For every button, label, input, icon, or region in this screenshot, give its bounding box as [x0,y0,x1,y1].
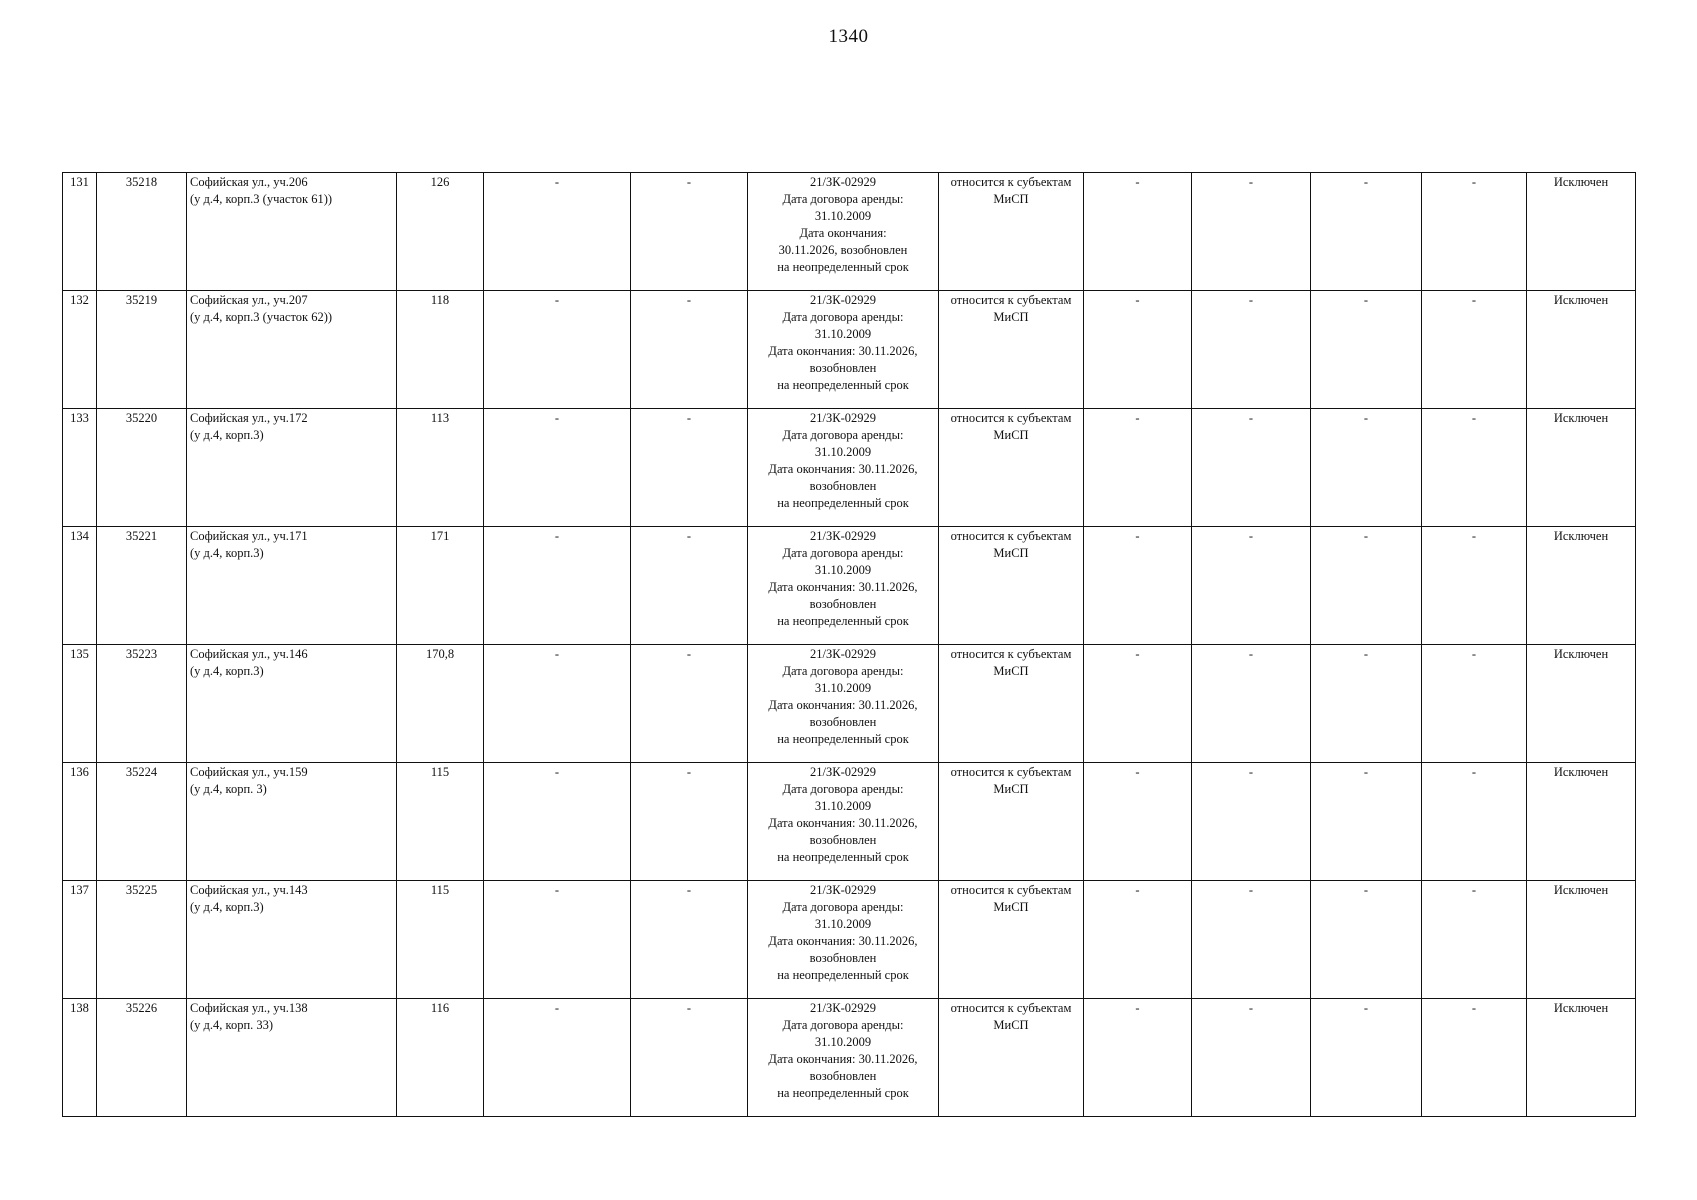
contract-cell-line: Дата договора аренды: [782,192,904,206]
msp-cell [939,409,1084,527]
msp-cell [939,645,1084,763]
address-cell [187,881,397,999]
contract-cell-line: на неопределенный срок [777,968,909,982]
empty-value-cell: - [1311,173,1422,291]
address-cell-line: (у д.4, корп.3) [190,546,264,560]
contract-cell-line: на неопределенный срок [777,732,909,746]
empty-value-cell: - [484,881,631,999]
row-number-cell: 136 [63,763,97,881]
contract-cell-line: 31.10.2009 [814,563,872,577]
contract-cell-line: Дата окончания: 30.11.2026, [768,816,918,830]
contract-cell-line: Дата договора аренды: [782,546,904,560]
contract-cell-line: Дата договора аренды: [782,664,904,678]
status-cell: Исключен [1527,999,1636,1117]
empty-value-cell: - [1084,173,1192,291]
table-row [63,527,1636,645]
table-row [63,409,1636,527]
msp-cell [939,173,1084,291]
msp-cell-line: относится к субъектам [950,1001,1072,1015]
empty-value-cell: - [631,409,748,527]
empty-value-cell: - [1422,763,1527,881]
area-cell: 118 [397,291,484,409]
empty-value-cell: - [1084,999,1192,1117]
empty-value-cell: - [1192,645,1311,763]
status-cell: Исключен [1527,527,1636,645]
contract-cell [748,527,939,645]
contract-cell-line: на неопределенный срок [777,260,909,274]
empty-value-cell: - [1311,881,1422,999]
empty-value-cell: - [1422,881,1527,999]
contract-cell-line: 21/ЗК-02929 [810,411,876,425]
contract-cell-line: 21/ЗК-02929 [810,1001,876,1015]
empty-value-cell: - [484,527,631,645]
area-cell: 126 [397,173,484,291]
contract-cell-line: Дата договора аренды: [782,1018,904,1032]
address-cell-line: Софийская ул., уч.138 [190,1001,308,1015]
contract-cell [748,645,939,763]
empty-value-cell: - [484,999,631,1117]
area-cell: 115 [397,881,484,999]
msp-cell-line: относится к субъектам [950,765,1072,779]
empty-value-cell: - [631,527,748,645]
contract-cell [748,409,939,527]
empty-value-cell: - [484,173,631,291]
empty-value-cell: - [1192,999,1311,1117]
address-cell-line: Софийская ул., уч.146 [190,647,308,661]
msp-cell-line: МиСП [993,192,1029,206]
contract-cell-line: возобновлен [809,361,877,375]
status-cell: Исключен [1527,409,1636,527]
empty-value-cell: - [1192,173,1311,291]
empty-value-cell: - [484,409,631,527]
address-cell-line: Софийская ул., уч.206 [190,175,308,189]
area-cell: 171 [397,527,484,645]
row-number-cell: 133 [63,409,97,527]
empty-value-cell: - [1311,999,1422,1117]
empty-value-cell: - [1422,409,1527,527]
area-cell: 115 [397,763,484,881]
msp-cell-line: МиСП [993,428,1029,442]
contract-cell-line: Дата окончания: 30.11.2026, [768,934,918,948]
table-row [63,645,1636,763]
empty-value-cell: - [1422,291,1527,409]
table-row [63,999,1636,1117]
contract-cell-line: возобновлен [809,951,877,965]
msp-cell [939,291,1084,409]
empty-value-cell: - [631,173,748,291]
msp-cell [939,999,1084,1117]
address-cell [187,527,397,645]
status-cell: Исключен [1527,763,1636,881]
address-cell-line: (у д.4, корп.3) [190,900,264,914]
status-cell: Исключен [1527,291,1636,409]
contract-cell-line: возобновлен [809,597,877,611]
address-cell-line: (у д.4, корп.3) [190,428,264,442]
contract-cell-line: Дата договора аренды: [782,310,904,324]
empty-value-cell: - [631,291,748,409]
empty-value-cell: - [631,881,748,999]
contract-cell-line: Дата окончания: 30.11.2026, [768,462,918,476]
contract-cell-line: 21/ЗК-02929 [810,647,876,661]
area-cell: 113 [397,409,484,527]
msp-cell [939,527,1084,645]
object-id-cell: 35225 [97,881,187,999]
empty-value-cell: - [1084,881,1192,999]
contract-cell-line: 31.10.2009 [814,799,872,813]
msp-cell-line: МиСП [993,782,1029,796]
contract-cell-line: Дата окончания: 30.11.2026, [768,1052,918,1066]
empty-value-cell: - [484,291,631,409]
address-cell [187,645,397,763]
address-cell [187,409,397,527]
area-cell: 116 [397,999,484,1117]
contract-cell-line: Дата окончания: [799,226,887,240]
registry-table [62,172,1636,1117]
empty-value-cell: - [1084,409,1192,527]
contract-cell [748,763,939,881]
msp-cell-line: МиСП [993,900,1029,914]
table-row [63,763,1636,881]
row-number-cell: 137 [63,881,97,999]
contract-cell-line: 31.10.2009 [814,209,872,223]
contract-cell-line: 21/ЗК-02929 [810,883,876,897]
empty-value-cell: - [1311,291,1422,409]
page-number: 1340 [828,26,869,47]
object-id-cell: 35224 [97,763,187,881]
contract-cell-line: Дата договора аренды: [782,782,904,796]
contract-cell-line: на неопределенный срок [777,378,909,392]
empty-value-cell: - [1311,527,1422,645]
empty-value-cell: - [1192,763,1311,881]
status-cell: Исключен [1527,645,1636,763]
empty-value-cell: - [1192,291,1311,409]
contract-cell-line: возобновлен [809,833,877,847]
object-id-cell: 35221 [97,527,187,645]
table-row [63,881,1636,999]
empty-value-cell: - [631,999,748,1117]
address-cell [187,173,397,291]
table-row [63,291,1636,409]
contract-cell-line: на неопределенный срок [777,850,909,864]
contract-cell-line: Дата договора аренды: [782,428,904,442]
registry-body [63,173,1636,1117]
row-number-cell: 138 [63,999,97,1117]
contract-cell-line: 21/ЗК-02929 [810,765,876,779]
address-cell-line: (у д.4, корп. 3) [190,782,267,796]
contract-cell-line: на неопределенный срок [777,496,909,510]
address-cell-line: (у д.4, корп. 33) [190,1018,274,1032]
object-id-cell: 35218 [97,173,187,291]
object-id-cell: 35220 [97,409,187,527]
empty-value-cell: - [631,763,748,881]
address-cell [187,291,397,409]
empty-value-cell: - [1311,645,1422,763]
address-cell [187,999,397,1117]
empty-value-cell: - [1084,763,1192,881]
contract-cell-line: возобновлен [809,479,877,493]
address-cell-line: Софийская ул., уч.143 [190,883,308,897]
msp-cell-line: относится к субъектам [950,883,1072,897]
msp-cell [939,881,1084,999]
status-cell: Исключен [1527,173,1636,291]
contract-cell-line: Дата окончания: 30.11.2026, [768,698,918,712]
empty-value-cell: - [1084,291,1192,409]
empty-value-cell: - [484,763,631,881]
contract-cell-line: Дата окончания: 30.11.2026, [768,580,918,594]
contract-cell [748,291,939,409]
msp-cell-line: относится к субъектам [950,647,1072,661]
msp-cell-line: МиСП [993,310,1029,324]
msp-cell-line: относится к субъектам [950,529,1072,543]
contract-cell-line: Дата окончания: 30.11.2026, [768,344,918,358]
address-cell-line: (у д.4, корп.3 (участок 61)) [190,192,333,206]
address-cell-line: Софийская ул., уч.171 [190,529,308,543]
empty-value-cell: - [1311,409,1422,527]
contract-cell-line: 21/ЗК-02929 [810,529,876,543]
empty-value-cell: - [484,645,631,763]
msp-cell-line: МиСП [993,1018,1029,1032]
contract-cell-line: 21/ЗК-02929 [810,293,876,307]
address-cell-line: Софийская ул., уч.207 [190,293,308,307]
msp-cell-line: относится к субъектам [950,175,1072,189]
contract-cell-line: 31.10.2009 [814,1035,872,1049]
table-row [63,173,1636,291]
address-cell [187,763,397,881]
empty-value-cell: - [1084,645,1192,763]
contract-cell-line: 31.10.2009 [814,445,872,459]
contract-cell-line: 31.10.2009 [814,327,872,341]
status-cell: Исключен [1527,881,1636,999]
contract-cell-line: 31.10.2009 [814,681,872,695]
contract-cell [748,999,939,1117]
contract-cell-line: возобновлен [809,715,877,729]
empty-value-cell: - [1422,999,1527,1117]
contract-cell-line: 21/ЗК-02929 [810,175,876,189]
msp-cell-line: МиСП [993,546,1029,560]
msp-cell-line: МиСП [993,664,1029,678]
address-cell-line: Софийская ул., уч.159 [190,765,308,779]
row-number-cell: 134 [63,527,97,645]
row-number-cell: 131 [63,173,97,291]
msp-cell [939,763,1084,881]
empty-value-cell: - [1084,527,1192,645]
empty-value-cell: - [1422,173,1527,291]
address-cell-line: (у д.4, корп.3 (участок 62)) [190,310,333,324]
object-id-cell: 35223 [97,645,187,763]
object-id-cell: 35219 [97,291,187,409]
address-cell-line: Софийская ул., уч.172 [190,411,308,425]
contract-cell-line: возобновлен [809,1069,877,1083]
empty-value-cell: - [1192,881,1311,999]
object-id-cell: 35226 [97,999,187,1117]
contract-cell-line: на неопределенный срок [777,1086,909,1100]
contract-cell-line: 30.11.2026, возобновлен [778,243,908,257]
contract-cell-line: 31.10.2009 [814,917,872,931]
row-number-cell: 135 [63,645,97,763]
msp-cell-line: относится к субъектам [950,293,1072,307]
empty-value-cell: - [631,645,748,763]
contract-cell [748,173,939,291]
msp-cell-line: относится к субъектам [950,411,1072,425]
address-cell-line: (у д.4, корп.3) [190,664,264,678]
area-cell: 170,8 [397,645,484,763]
contract-cell-line: Дата договора аренды: [782,900,904,914]
empty-value-cell: - [1422,527,1527,645]
empty-value-cell: - [1192,527,1311,645]
contract-cell-line: на неопределенный срок [777,614,909,628]
contract-cell [748,881,939,999]
empty-value-cell: - [1311,763,1422,881]
row-number-cell: 132 [63,291,97,409]
empty-value-cell: - [1192,409,1311,527]
empty-value-cell: - [1422,645,1527,763]
